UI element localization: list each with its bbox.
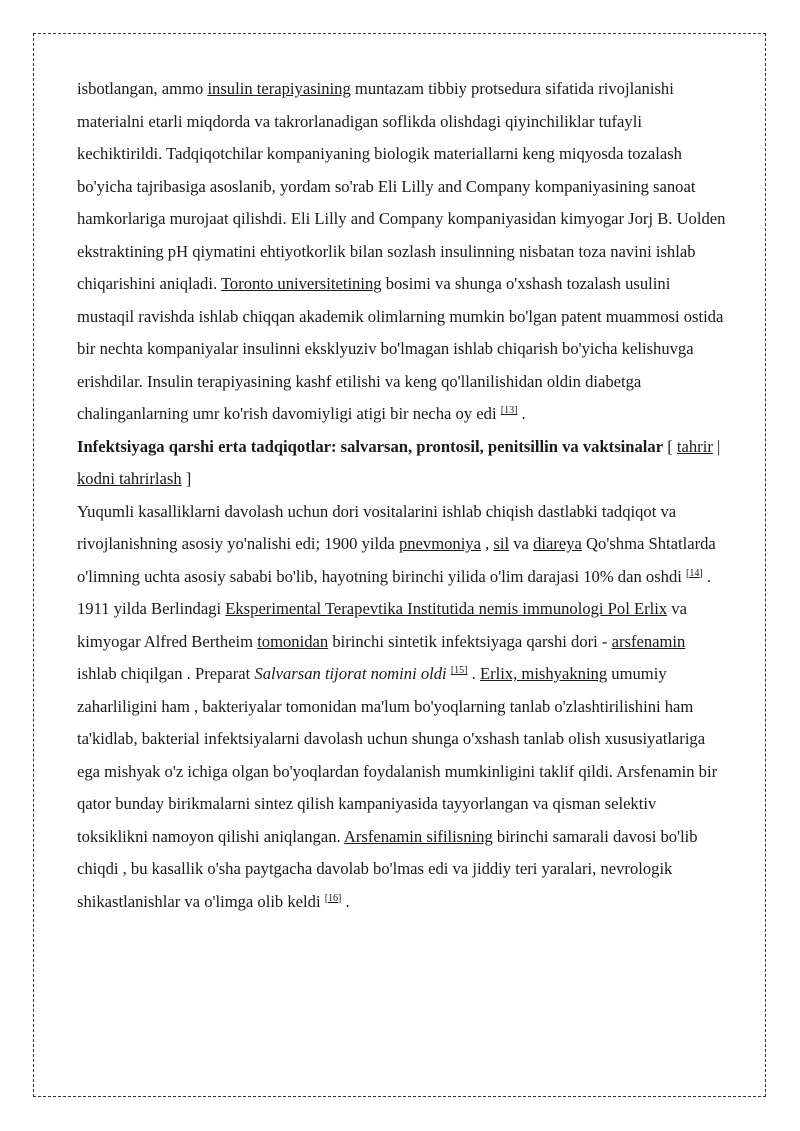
- text: isbotlangan, ammo: [77, 79, 208, 98]
- link-insulin-terapiyasi[interactable]: insulin terapiyasining: [207, 79, 351, 98]
- text: Qo'shma Shtatlarda o'limning uchta asosiy sababi bo'lib, hayotning birinchi yilida o'lim darajasi 10% dan oshdi: [77, 534, 716, 586]
- link-toronto-universiteti[interactable]: Toronto universitetining: [220, 274, 382, 293]
- link-sil[interactable]: sil: [493, 534, 510, 553]
- edit-link[interactable]: tahrir: [676, 436, 713, 456]
- citation-13: [501, 405, 518, 416]
- citation-15: [451, 665, 468, 676]
- text: bosimi va shunga o'xshash tozalash usulini mustaqil ravishda ishlab chiqqan akademik olimlarning mumkin bo'lgan patent muammosi ostida bir nechta kompaniyalar insulinni eksklyuziv bo'lmagan ishlab chiqarish bo'yicha kelishuvga erishdilar. Insulin terapiyasining kashf etilishi va keng qo'llanilishidan oldin diabetga chalinganlarning umr ko'rish davomiyligi atigi bir necha oy edi: [77, 274, 724, 423]
- document-body: [77, 73, 727, 918]
- edit-source-link[interactable]: kodni tahrirlash: [77, 469, 182, 488]
- text: umumiy zaharliligini ham , bakteriyalar tomonidan ma'lum bo'yoqlarning tanlab o'zlashtirilishini ham ta'kidlab, bakterial infektsiyalarni davolash uchun shunga o'xshash tanlab olish xususiyatlariga ega mishyak o'z ichiga olgan bo'yoqlardan foydalanish mumkinligini taklif qildi. Arsfenamin bir qator bunday birikmalarni sintez qilish kampaniyasida tayyorlangan va qisman selektiv toksiklikni namoyon qilishi aniqlangan.: [77, 664, 718, 846]
- edit-bracket-open: [: [663, 436, 677, 456]
- link-arsfenamin[interactable]: arsfenamin: [611, 631, 686, 651]
- citation-link-15[interactable]: [15]: [450, 665, 468, 676]
- citation-link-14[interactable]: [14]: [686, 567, 703, 579]
- text: .: [702, 566, 711, 586]
- paragraph-salvarsan: [77, 593, 727, 918]
- link-erlix-institute[interactable]: Eksperimental Terapevtika Institutida nemis immunologi Pol Erlix: [225, 599, 668, 618]
- text: va: [509, 534, 534, 553]
- text: Yuqumli kasalliklarni davolash uchun dori vositalarini ishlab chiqish dastlabki tadqiqot va rivojlanishning asosiy yo'nalishi edi; 1900 yilda: [77, 501, 677, 553]
- paragraph-insulin: [77, 73, 727, 431]
- link-diareya[interactable]: diareya: [533, 534, 582, 553]
- text: muntazam tibbiy protsedura sifatida rivojlanishi materialni etarli miqdorda va takrorlanadigan soflikda olishdagi qiyinchiliklar tufayli kechiktirildi. Tadqiqotchilar kompaniyaning biologik materiallarni keng miqyosda tozalash bo'yicha tajribasiga asoslanib, yordam so'rab Eli Lilly and Company kompaniyasining sanoat hamkorlariga murojaat qilishdi. Eli Lilly and Company kompaniyasidan kimyogar Jorj B. Uolden ekstraktining pH qiymatini ehtiyotkorlik bilan sozlash insulinning nisbatan toza navini ishlab chiqarishini aniqladi.: [77, 79, 726, 293]
- link-pnevmoniya[interactable]: pnevmoniya: [398, 534, 481, 553]
- heading-title: Infektsiyaga qarshi erta tadqiqotlar: salvarsan, prontosil, penitsillin va vaktsinalar: [77, 436, 664, 456]
- text: birinchi samarali davosi bo'lib chiqdi , bu kasallik o'sha paytgacha davolab bo'lmas edi va jiddiy teri yaralari, nevrologik shikastlanishlar va o'limga olib keldi: [77, 826, 698, 911]
- text: ishlab chiqilgan . Preparat: [77, 664, 255, 683]
- citation-link-13[interactable]: [13]: [500, 405, 518, 416]
- citation-14: [686, 568, 703, 579]
- text: .: [517, 404, 526, 423]
- citation-16: [325, 893, 342, 904]
- text: 1911 yilda Berlindagi: [77, 599, 226, 618]
- link-tomonidan[interactable]: tomonidan: [257, 631, 329, 651]
- edit-separator: |: [712, 436, 721, 456]
- text: birinchi sintetik infektsiyaga qarshi dori -: [328, 631, 612, 651]
- paragraph-infections: [77, 496, 727, 594]
- italic-salvarsan: Salvarsan tijorat nomini oldi: [254, 664, 447, 683]
- text: ,: [480, 534, 494, 553]
- section-heading: [77, 431, 727, 496]
- text: .: [341, 891, 350, 911]
- edit-bracket-close: ]: [181, 469, 192, 488]
- text: va kimyogar Alfred Bertheim: [77, 599, 687, 651]
- link-arsfenamin-sifilis[interactable]: Arsfenamin sifilisning: [343, 826, 493, 846]
- text: .: [467, 664, 480, 683]
- citation-link-16[interactable]: [16]: [324, 892, 342, 904]
- link-erlix-mishyak[interactable]: Erlix, mishyakning: [479, 664, 608, 683]
